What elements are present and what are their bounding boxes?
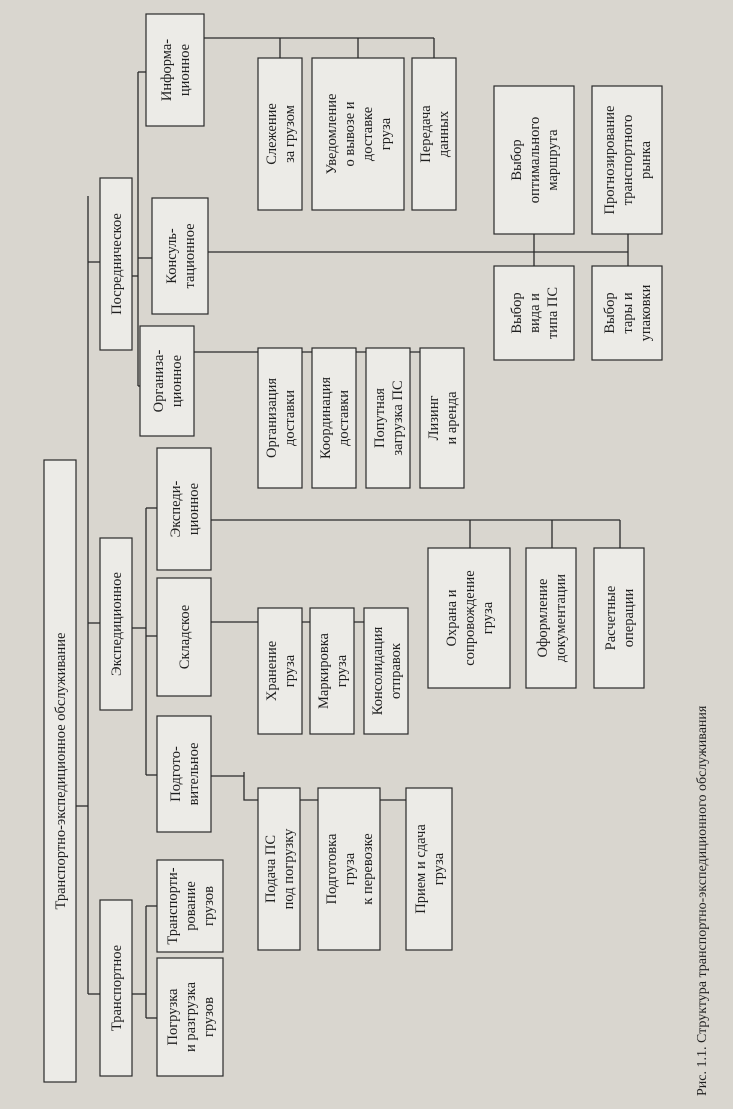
item-consolidation-label-line: отправок (388, 643, 404, 699)
item-ps-supply (258, 788, 300, 950)
group-warehouse-label-line: Складское (177, 604, 193, 670)
group-preparatory-label-line: Подгото- (168, 746, 184, 802)
item-delivery-org (258, 348, 302, 488)
item-documents (526, 548, 576, 688)
item-settlements-label-line: операции (621, 588, 637, 648)
item-vehicle-choice-label-line: Выбор (509, 292, 525, 334)
item-packaging-choice (592, 266, 662, 360)
item-delivery-org-label-line: доставки (282, 389, 298, 447)
group-loading-label-line: и разгрузка (183, 981, 199, 1053)
item-marking-label-line: Маркировка (316, 633, 332, 709)
item-ps-supply-label-line: Подача ПС (263, 834, 279, 904)
figure-caption: Рис. 1.1. Структура транспортно-экспедиционного обслуживания (695, 705, 710, 1096)
group-organizational-label-line: Организа- (151, 349, 167, 413)
item-security (428, 548, 510, 688)
group-preparatory-frame (157, 716, 211, 832)
item-storage (258, 608, 302, 734)
group-forwarding (157, 448, 211, 570)
item-vehicle-choice-label-line: вида и (527, 293, 543, 333)
branch-transport (100, 900, 132, 1076)
item-cargo-handover (406, 788, 452, 950)
item-delivery-coord-label-line: доставки (336, 389, 352, 447)
item-packaging-choice-label-line: Выбор (602, 292, 618, 334)
item-consolidation-label-line: Консолидация (370, 626, 386, 716)
root-box-label-line: Транспортно-экспедиционное обслуживание (53, 632, 69, 910)
item-marking (310, 608, 354, 734)
item-security-label-line: груза (480, 601, 496, 635)
branch-mediation-label (109, 213, 125, 315)
item-cargo-prep-label-line: груза (342, 852, 358, 886)
group-organizational-frame (140, 326, 194, 436)
item-documents-label-line: документации (553, 573, 569, 663)
group-transporting-label-line: грузов (201, 886, 217, 926)
item-route-choice-label-line: оптимального (527, 116, 543, 204)
item-cargo-prep-label-line: Подготовка (324, 833, 340, 905)
item-forecasting (592, 86, 662, 234)
branch-expedition (100, 538, 132, 710)
item-data-transfer-label-line: Передача (418, 105, 434, 163)
group-warehouse (157, 578, 211, 696)
root-box-label (53, 633, 69, 910)
group-consulting-label-line: Консуль- (164, 228, 180, 284)
group-preparatory (157, 716, 211, 832)
branch-transport-label (109, 945, 125, 1031)
group-loading (157, 958, 223, 1076)
item-settlements-label-line: Расчетные (603, 585, 619, 651)
item-settlements (594, 548, 644, 688)
item-packaging-choice-label-line: тары и (620, 292, 636, 334)
item-route-choice-label-line: маршрута (545, 129, 561, 191)
group-informational-label-line: ционное (177, 43, 193, 97)
item-consolidation (364, 608, 408, 734)
item-packaging-choice-label (602, 284, 654, 341)
diagram-boxes (44, 14, 662, 1082)
item-tracking (258, 58, 302, 210)
item-cargo-handover-label-line: Прием и сдача (413, 824, 429, 914)
item-notification-label-line: доставке (360, 106, 376, 162)
item-forecasting-label-line: рынка (638, 140, 654, 180)
group-loading-label-line: Погрузка (165, 988, 181, 1046)
item-data-transfer-label-line: данных (436, 110, 452, 158)
branch-mediation (100, 178, 132, 350)
item-packaging-choice-label-line: упаковки (638, 284, 654, 342)
item-delivery-coord-label-line: Координация (318, 376, 334, 460)
group-informational (146, 14, 204, 126)
group-forwarding-frame (157, 448, 211, 570)
item-storage-label-line: Хранение (264, 640, 280, 702)
item-route-choice (494, 86, 574, 234)
group-informational-label-line: Информа- (159, 38, 175, 102)
item-delivery-coord (312, 348, 356, 488)
item-cargo-handover-label-line: груза (431, 852, 447, 886)
group-forwarding-label-line: Экспеди- (168, 480, 184, 538)
item-return-loading (366, 348, 410, 488)
item-cargo-prep (318, 788, 380, 950)
item-delivery-org-label-line: Организация (264, 378, 280, 458)
item-tracking-label-line: за грузом (282, 105, 298, 163)
item-storage-label-line: груза (282, 654, 298, 688)
group-organizational (140, 326, 194, 436)
branch-expedition-label-line: Экспедиционное (109, 572, 125, 676)
item-tracking-label-line: Слежение (264, 103, 280, 165)
item-notification-label-line: Уведомление (324, 93, 340, 175)
item-return-loading-label-line: загрузка ПС (390, 380, 406, 456)
group-loading-label-line: грузов (201, 997, 217, 1037)
item-security-label-line: сопровождение (462, 570, 478, 666)
item-vehicle-choice-label-line: типа ПС (545, 286, 561, 340)
item-vehicle-choice (494, 266, 574, 360)
item-marking-label-line: груза (334, 654, 350, 688)
branch-expedition-label (109, 572, 125, 676)
item-return-loading-label-line: Попутная (372, 388, 388, 448)
group-transporting-label-line: Транспорти- (165, 867, 181, 945)
item-vehicle-choice-label (509, 287, 561, 339)
branch-transport-label-line: Транспортное (109, 944, 125, 1032)
group-transporting-label-line: рование (183, 881, 199, 931)
item-security-label-line: Охрана и (444, 589, 460, 647)
group-consulting (152, 198, 208, 314)
group-consulting-label-line: тационное (182, 223, 198, 289)
item-documents-label-line: Оформление (535, 578, 551, 658)
item-notification (312, 58, 404, 210)
root-box (44, 460, 76, 1082)
item-forecasting-label-line: Прогнозирование (602, 105, 618, 215)
item-route-choice-label-line: Выбор (509, 139, 525, 181)
group-forwarding-label-line: ционное (186, 482, 202, 536)
group-transporting (157, 860, 223, 952)
branch-mediation-label-line: Посредническое (109, 213, 125, 315)
group-warehouse-label (177, 605, 193, 669)
item-notification-label-line: груза (378, 117, 394, 151)
item-data-transfer (412, 58, 456, 210)
item-leasing-label-line: и аренда (444, 391, 460, 445)
group-consulting-frame (152, 198, 208, 314)
item-leasing (420, 348, 464, 488)
group-organizational-label-line: ционное (169, 354, 185, 408)
item-ps-supply-label-line: под погрузку (281, 828, 297, 910)
item-cargo-prep-label-line: к перевозке (360, 833, 376, 905)
item-leasing-label-line: Лизинг (426, 395, 442, 441)
item-notification-label-line: о вывозе и (342, 101, 358, 167)
item-forecasting-label-line: транспортного (620, 114, 636, 206)
group-informational-frame (146, 14, 204, 126)
group-preparatory-label-line: вительное (186, 742, 202, 806)
